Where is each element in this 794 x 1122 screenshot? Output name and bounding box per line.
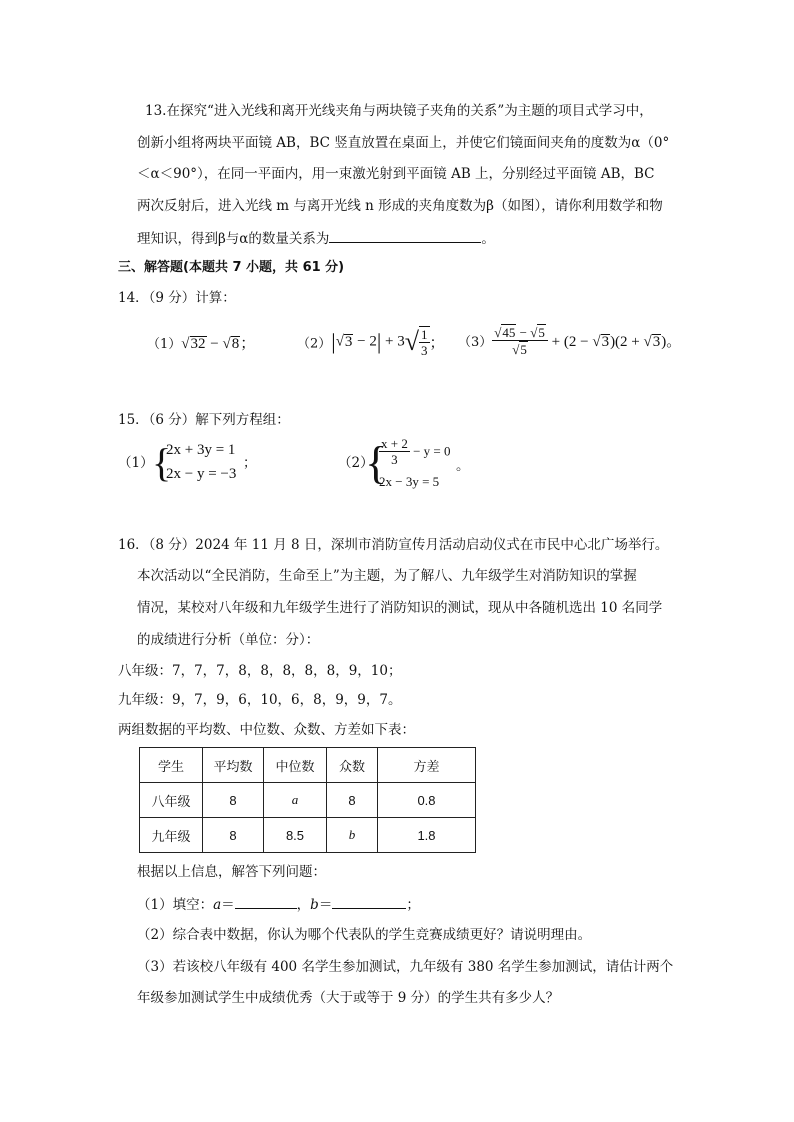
table-header-row	[140, 748, 476, 783]
q14-p2-den: 3	[421, 343, 428, 358]
q15-p2-label: （2）	[338, 455, 374, 471]
q16-line4: 的成绩进行分析（单位：分）：	[137, 632, 320, 648]
q16-blank-b[interactable]	[332, 894, 406, 909]
q16-sub3-line2: 年级参加测试学生中成绩优秀（大于或等于 9 分）的学生共有多少人？	[137, 990, 560, 1006]
q13-answer-blank[interactable]	[329, 228, 481, 243]
q16-var-a: a	[213, 897, 222, 913]
table-cell: 8	[203, 783, 264, 818]
q16-sub1-end: ；	[406, 897, 420, 913]
q14-p3-num-b: 5	[538, 325, 545, 340]
q14-p2-radicand: 3	[344, 334, 353, 350]
q14-p2-plus3: + 3	[381, 333, 405, 350]
q13-line5-end: 。	[481, 231, 495, 247]
q14-title: 14．（9 分）计算：	[118, 290, 236, 306]
q14-p3-sqrt2: 3	[652, 334, 661, 350]
q13-line3: ＜α＜90°），在同一平面内，用一束激光射到平面镜 AB 上，分别经过平面镜 AB，BC	[137, 166, 655, 182]
q14-p2-minus2: − 2	[353, 333, 377, 350]
table-header-cell: 方差	[378, 748, 476, 783]
q15-p1-eq1: 2x + 3y = 1	[166, 442, 236, 458]
q15-p1-brace: {	[152, 440, 172, 485]
table-cell: b	[327, 818, 378, 853]
q14-p1-radicand-a: 32	[190, 336, 206, 352]
q15-p2-end: 。	[456, 458, 470, 474]
q14-p2-label: （2）	[297, 336, 332, 352]
table-header-cell: 平均数	[203, 748, 264, 783]
q16-grade9-scores: 九年级：9，7，9，6，10，6，8，9，9，7。	[118, 692, 402, 708]
table-cell: 1.8	[378, 818, 476, 853]
q13-line2: 创新小组将两块平面镜 AB，BC 竖直放置在桌面上，并使它们镜面间夹角的度数为α（0°	[137, 135, 670, 151]
q14-p2-end: ；	[429, 335, 445, 352]
table-header-cell: 众数	[327, 748, 378, 783]
q14-p3-tail2: )(2 +	[610, 334, 644, 350]
q16-eq-b: ＝	[318, 897, 333, 913]
q16-line2: 本次活动以“全民消防，生命至上”为主题，为了解八、九年级学生对消防知识的掌握	[137, 568, 637, 584]
q15-p2-fraction	[379, 436, 410, 467]
table-cell: a	[264, 783, 327, 818]
q16-eq-a: ＝	[221, 897, 235, 913]
q14-p2-abs-left: |	[331, 329, 336, 354]
q14-part1: （1）√32 − √8；	[147, 336, 256, 352]
q14-p3-label: （3）	[458, 335, 493, 350]
q16-sub1	[137, 894, 420, 915]
q15-p2-eq2: 2x − 3y = 5	[379, 474, 440, 489]
q14-p3-num-a: 45	[502, 325, 516, 340]
q16-table-intro: 两组数据的平均数、中位数、众数、方差如下表：	[118, 722, 415, 738]
q14-p3-sqrt1: 3	[601, 334, 610, 350]
table-row	[140, 818, 476, 853]
table-header-cell: 学生	[140, 748, 203, 783]
table-cell: 8.5	[264, 818, 327, 853]
q16-comma: ，	[296, 897, 311, 913]
q15-p1-eq2: 2x − y = −3	[166, 466, 237, 482]
q16-blank-a[interactable]	[235, 894, 297, 909]
q16-sub2: （2）综合表中数据，你认为哪个代表队的学生竞赛成绩更好？请说明理由。	[137, 927, 592, 943]
q15-p2-brace: {	[365, 437, 388, 488]
q13-line5-text: 理知识，得到β与α的数量关系为	[137, 231, 330, 247]
q16-line3: 情况，某校对八年级和九年级学生进行了消防知识的测试，现从中各随机选出 10 名同学	[137, 600, 663, 616]
q14-part2: （2）|√3 − 2| + 3√ $\frac{1}{3}$ ；	[297, 327, 445, 358]
q16-sub1-text: （1）填空：	[137, 897, 214, 913]
q15-title: 15．（6 分）解下列方程组：	[118, 412, 290, 428]
q14-p2-num: 1	[421, 327, 428, 342]
q14-part3: （3） $\frac{√45 - √5}{√5}$ + (2 − √3)(2 + √3)。	[458, 325, 682, 357]
q14-p3-num-op: −	[516, 325, 531, 340]
q16-sub3-line1: （3）若该校八年级有 400 名学生参加测试，九年级有 380 名学生参加测试，请估计两个	[137, 959, 674, 975]
section-title: 三、解答题(本题共 7 小题，共 61 分)	[118, 260, 345, 275]
q14-p1-radicand-b: 8	[231, 336, 240, 352]
q15-p2-eq1	[379, 436, 451, 467]
q16-intro2: 根据以上信息，解答下列问题：	[137, 864, 326, 880]
q14-p2-abs-right: |	[376, 329, 382, 354]
table-cell: 0.8	[378, 783, 476, 818]
q14-p1-op: −	[206, 336, 223, 352]
q15-p2-eq1-rest: − y = 0	[409, 443, 451, 459]
q14-p1-end: ；	[240, 336, 256, 352]
q14-p3-tail3: )。	[661, 334, 682, 350]
table-header-cell: 中位数	[264, 748, 327, 783]
q14-p3-den: 5	[520, 342, 527, 357]
table-cell: 八年级	[140, 783, 203, 818]
statistics-table	[139, 747, 476, 853]
table-cell: 8	[327, 783, 378, 818]
q16-grade8-scores: 八年级：7，7，7，8，8，8，8，8，9，10；	[118, 663, 402, 679]
q15-p1-label: （1）	[118, 455, 154, 471]
table-cell: 8	[203, 818, 264, 853]
q13-line5	[137, 228, 495, 249]
q13-line1: 13.在探究“进入光线和离开光线夹角与两块镜子夹角的关系”为主题的项目式学习中，	[145, 103, 653, 119]
q15-p2-den: 3	[391, 452, 398, 467]
q14-p2-fraction	[419, 326, 430, 358]
q14-p3-fraction: $\frac{√45 - √5}{√5}$	[492, 324, 548, 357]
q16-line1: 16．（8 分）2024 年 11 月 8 日，深圳市消防宣传月活动启动仪式在市民中心北广场举行。	[118, 537, 669, 553]
table-row	[140, 783, 476, 818]
table-cell: 九年级	[140, 818, 203, 853]
q15-p2-num: x + 2	[381, 436, 408, 451]
q14-p1-label: （1）	[147, 337, 182, 352]
q15-p1-end: ；	[243, 455, 257, 471]
q16-var-b: b	[310, 897, 319, 913]
q14-p3-tail1: + (2 −	[547, 334, 593, 350]
q13-line4: 两次反射后，进入光线 m 与离开光线 n 形成的夹角度数为β（如图），请你利用数学和物	[137, 198, 663, 214]
